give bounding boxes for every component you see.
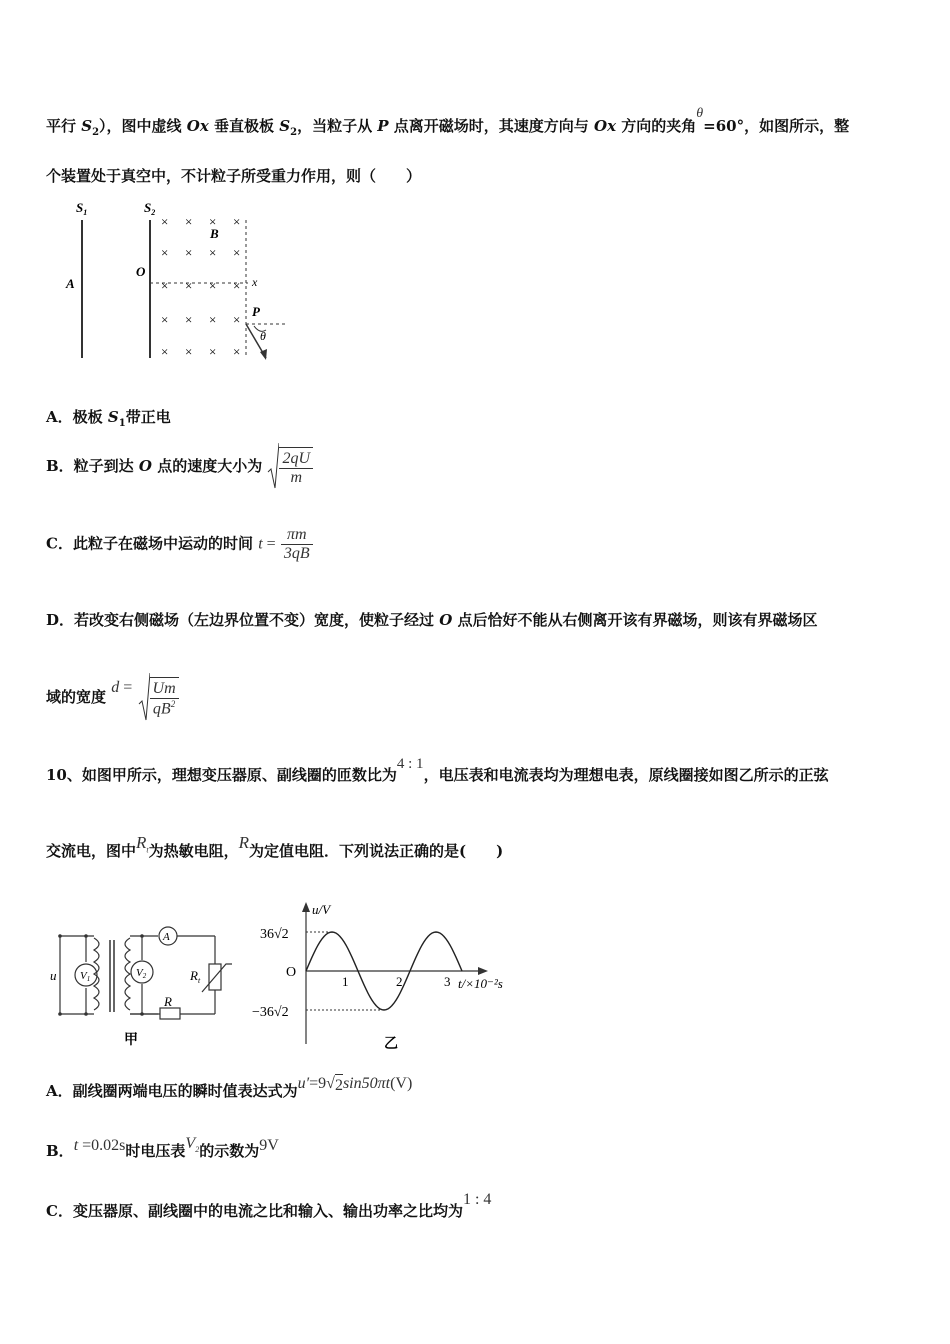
field-cross: × <box>233 278 241 293</box>
field-cross: × <box>161 245 169 260</box>
q10-option-c[interactable]: C．变压器原、副线圈中的电流之比和输入、输出功率之比均为1 : 4 <box>46 1191 492 1220</box>
theta-symbol: θ <box>696 106 704 121</box>
q9-intro-line2: 个装置处于真空中，不计粒子所受重力作用，则（ ） <box>46 167 422 185</box>
tick-1: 1 <box>342 974 349 989</box>
r-label: R <box>164 994 172 1009</box>
caption-jia: 甲 <box>124 1033 138 1048</box>
q9-option-c[interactable]: C．此粒子在磁场中运动的时间 t = $\frac{\pi m}{3qB}$ <box>46 526 313 563</box>
rt-label: $R_t$ <box>190 968 201 985</box>
a-label: A <box>66 276 75 291</box>
y-min-label: −36√2 <box>252 1005 289 1020</box>
origin-label: O <box>286 965 297 980</box>
field-cross: × <box>185 245 193 260</box>
x-label: x <box>252 275 258 289</box>
field-cross: × <box>233 312 241 327</box>
field-cross: × <box>209 312 217 327</box>
theta-label: θ <box>260 329 266 343</box>
v2-meter: V2 <box>136 967 147 980</box>
q9-option-d[interactable]: D．若改变右侧磁场（左边界位置不变）宽度，使粒子经过 O 点后恰好不能从右侧离开该有界磁场，则该有界磁场区 <box>46 611 818 629</box>
b-label: B <box>210 226 219 241</box>
field-cross: × <box>161 344 169 359</box>
field-cross: × <box>233 214 241 229</box>
field-crosses <box>161 214 240 359</box>
field-cross: × <box>185 344 193 359</box>
u-label: u <box>50 968 57 983</box>
q9-option-b[interactable]: B．粒子到达 O 点的速度大小为 $\frac{2qU}{m}$ <box>46 442 313 492</box>
y-axis-label: u/V <box>312 902 331 917</box>
ammeter: A <box>163 931 170 943</box>
tick-2: 2 <box>396 974 403 989</box>
field-cross: × <box>185 312 193 327</box>
field-cross: × <box>209 344 217 359</box>
q9-magnetic-field-figure <box>44 198 294 366</box>
q9-option-a[interactable]: A．极板 $S_1$带正电 <box>46 408 171 429</box>
q10-option-b[interactable]: B．t =0.02s时电压表$V_2$的示数为9V <box>46 1135 279 1160</box>
sine-voltage-graph <box>248 896 538 1054</box>
field-cross: × <box>185 278 193 293</box>
transformer-circuit <box>50 920 245 1052</box>
caption-yi: 乙 <box>384 1037 398 1052</box>
s1-label: $S_1$ <box>76 200 88 217</box>
q10-option-a[interactable]: A．副线圈两端电压的瞬时值表达式为u′=9 √ 2 sin50πt(V) <box>46 1075 413 1100</box>
s2-label: $S_2$ <box>144 200 156 217</box>
field-cross: × <box>209 214 217 229</box>
y-max-label: 36√2 <box>260 927 289 942</box>
field-cross: × <box>209 278 217 293</box>
q10-stem-line1: 10、如图甲所示，理想变压器原、副线圈的匝数比为4 : 1，电压表和电流表均为理想电表，原线圈接如图乙所示的正弦 <box>46 756 829 784</box>
q9-option-d-line2: 域的宽度 d = $\frac{Um}{qB^2}$ <box>46 672 179 724</box>
field-cross: × <box>161 312 169 327</box>
q10-stem-line2: 交流电，图中$R_t$为热敏电阻，R为定值电阻．下列说法正确的是( ) <box>46 833 504 860</box>
v1-meter: V1 <box>80 970 91 983</box>
field-cross: × <box>161 278 169 293</box>
tick-3: 3 <box>444 974 451 989</box>
o-label: O <box>136 264 146 279</box>
option-b-sqrt: $\frac{2qU}{m}$ <box>267 442 313 492</box>
field-cross: × <box>209 245 217 260</box>
field-cross: × <box>185 214 193 229</box>
field-cross: × <box>161 214 169 229</box>
field-cross: × <box>233 245 241 260</box>
q9-intro-line1: 平行 $S_2$），图中虚线 Ox 垂直极板 $S_2$，当粒子从 P 点离开磁场时，其速度方向与 Ox 方向的夹角θ=60°，如图所示，整 <box>46 106 850 138</box>
field-cross: × <box>233 344 241 359</box>
p-label: P <box>252 304 260 319</box>
x-axis-label: t/×10⁻²s <box>458 976 503 991</box>
